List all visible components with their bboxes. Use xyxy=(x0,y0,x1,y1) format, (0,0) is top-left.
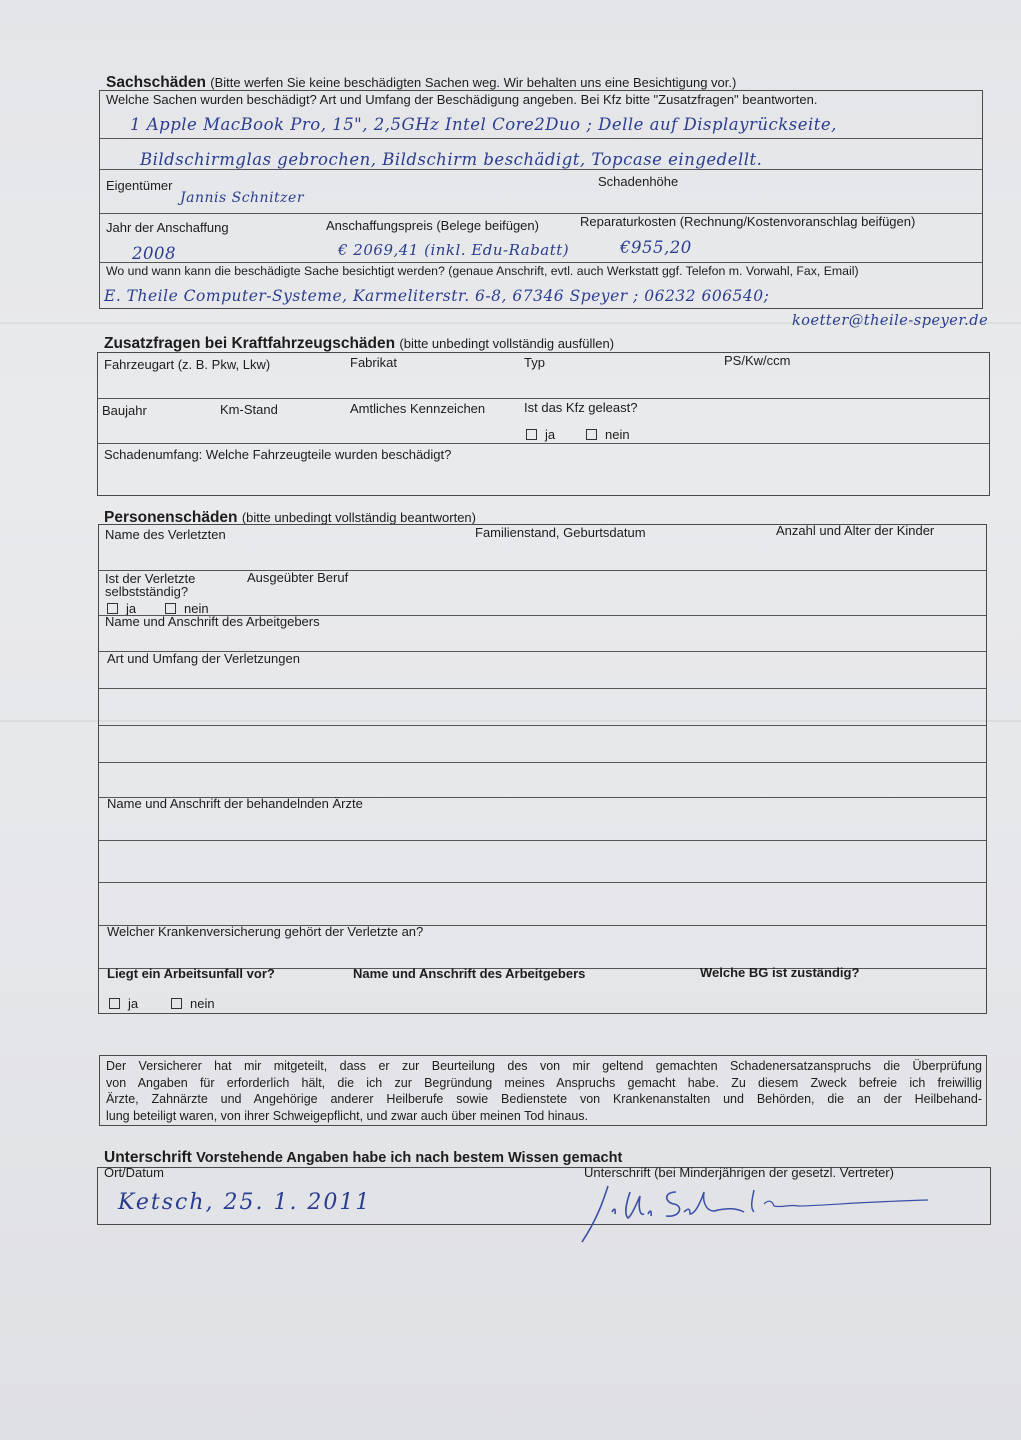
children-label: Anzahl und Alter der Kinder xyxy=(776,523,935,538)
no-text: nein xyxy=(190,996,215,1011)
row-divider xyxy=(99,725,986,726)
row-divider xyxy=(100,169,982,170)
consent-text xyxy=(106,1058,982,1124)
row-divider xyxy=(99,570,986,571)
employer-label: Name und Anschrift des Arbeitgebers xyxy=(105,614,320,629)
no-text: nein xyxy=(184,601,209,616)
pers-title: Personenschäden xyxy=(104,509,238,526)
checkbox-icon[interactable] xyxy=(109,998,120,1009)
consent-line: Ärzte, Zahnärzte und Angehörige anderer Heilberufe sowie Bedienstete von Krankenanstalten und Behörden, die an der Heilbehand- xyxy=(106,1092,982,1106)
leased-label: Ist das Kfz geleast? xyxy=(524,400,638,415)
year-label: Jahr der Anschaffung xyxy=(106,220,229,235)
checkbox-icon[interactable] xyxy=(526,429,537,440)
profession-label: Ausgeübter Beruf xyxy=(247,570,349,585)
build-year-label: Baujahr xyxy=(102,403,147,418)
sign-heading xyxy=(104,1149,622,1167)
injured-name-label: Name des Verletzten xyxy=(105,527,226,542)
yes-text: ja xyxy=(126,601,137,616)
where-label: Wo und wann kann die beschädigte Sache besichtigt werden? (genaue Anschrift, evtl. auch Werkstatt ggf. Telefon m. Vorwahl, Fax, Email) xyxy=(106,264,859,278)
sach-answer-line1[interactable]: 1 Apple MacBook Pro, 15", 2,5GHz Intel Core2Duo ; Delle auf Displayrückseite, xyxy=(130,115,837,134)
yes-text: ja xyxy=(545,427,556,442)
checkbox-icon[interactable] xyxy=(171,998,182,1009)
health-insurance-label: Welcher Krankenversicherung gehört der Verletzte an? xyxy=(107,924,424,939)
checkbox-icon[interactable] xyxy=(107,603,118,614)
vehicle-type-label: Fahrzeugart (z. B. Pkw, Lkw) xyxy=(104,357,271,372)
signature-label: Unterschrift (bei Minderjährigen der gesetzl. Vertreter) xyxy=(584,1165,894,1180)
employer2-label: Name und Anschrift des Arbeitgebers xyxy=(353,966,586,981)
email-value[interactable]: koetter@theile-speyer.de xyxy=(792,313,989,329)
sign-box xyxy=(97,1167,991,1225)
sach-answer-line2[interactable]: Bildschirmglas gebrochen, Bildschirm beschädigt, Topcase eingedellt. xyxy=(140,150,763,169)
signature-icon xyxy=(568,1178,928,1248)
no-text: nein xyxy=(605,427,630,442)
work-accident-label: Liegt ein Arbeitsunfall vor? xyxy=(107,966,275,981)
power-label: PS/Kw/ccm xyxy=(724,353,791,368)
sign-title: Unterschrift xyxy=(104,1149,192,1166)
self-employed-line2: selbstständig? xyxy=(105,584,189,599)
owner-value[interactable]: Jannis Schnitzer xyxy=(180,190,305,206)
row-divider xyxy=(99,688,986,689)
mileage-label: Km-Stand xyxy=(220,402,278,417)
repair-label: Reparaturkosten (Rechnung/Kostenvoranschlag beifügen) xyxy=(580,214,916,229)
model-label: Typ xyxy=(524,355,545,370)
work-accident-yes-option[interactable] xyxy=(109,996,138,1011)
row-divider xyxy=(99,840,986,841)
row-divider xyxy=(100,138,982,139)
kfz-box xyxy=(97,352,990,496)
sach-title: Sachschäden xyxy=(106,74,206,91)
license-plate-label: Amtliches Kennzeichen xyxy=(350,401,486,416)
where-value[interactable]: E. Theile Computer-Systeme, Karmeliterstr. 6-8, 67346 Speyer ; 06232 606540; xyxy=(104,287,770,305)
leased-no-option[interactable] xyxy=(586,427,630,442)
row-divider xyxy=(99,882,986,883)
marital-status-label: Familienstand, Geburtsdatum xyxy=(475,525,646,540)
sach-subtitle: (Bitte werfen Sie keine beschädigten Sachen weg. Wir behalten uns eine Besichtigung vor.) xyxy=(210,75,737,90)
place-date-label: Ort/Datum xyxy=(104,1165,164,1180)
checkbox-icon[interactable] xyxy=(165,603,176,614)
leased-yes-option[interactable] xyxy=(526,427,555,442)
kfz-title: Zusatzfragen bei Kraftfahrzeugschäden xyxy=(104,335,396,352)
consent-line: Der Versicherer hat mir mitgeteilt, dass er zur Beurteilung des von mir geltend gemachten Schadenersatzanspruchs die Überprüfung xyxy=(106,1059,982,1073)
row-divider xyxy=(99,762,986,763)
pers-box xyxy=(98,524,987,1014)
make-label: Fabrikat xyxy=(350,355,397,370)
kfz-subtitle: (bitte unbedingt vollständig ausfüllen) xyxy=(399,336,615,351)
bg-label: Welche BG ist zuständig? xyxy=(700,965,860,980)
injuries-label: Art und Umfang der Verletzungen xyxy=(107,651,300,666)
self-employed-line1: Ist der Verletzte xyxy=(105,571,196,586)
row-divider xyxy=(98,443,989,444)
consent-line: von Angaben für erforderlich hält, die ich zur Begründung meines Anspruchs gemacht habe. Zu diesem Zweck befreie ich freiwillig xyxy=(106,1075,982,1090)
damage-amount-label: Schadenhöhe xyxy=(598,174,679,189)
year-value[interactable]: 2008 xyxy=(132,244,176,263)
row-divider xyxy=(100,262,982,263)
sach-question-label: Welche Sachen wurden beschädigt? Art und Umfang der Beschädigung angeben. Bei Kfz bitte "Zusatzfragen" beantworten. xyxy=(106,92,818,107)
sach-box xyxy=(99,90,983,309)
doctors-label: Name und Anschrift der behandelnden Ärzte xyxy=(107,796,363,811)
price-label: Anschaffungspreis (Belege beifügen) xyxy=(326,218,539,233)
vehicle-damage-label: Schadenumfang: Welche Fahrzeugteile wurden beschädigt? xyxy=(104,447,452,462)
row-divider xyxy=(98,398,989,399)
yes-text: ja xyxy=(128,996,139,1011)
sign-subtitle: Vorstehende Angaben habe ich nach bestem Wissen gemacht xyxy=(196,1150,623,1166)
repair-value[interactable]: €955,20 xyxy=(620,238,692,257)
owner-label: Eigentümer xyxy=(106,178,173,193)
pers-subtitle: (bitte unbedingt vollständig beantworten) xyxy=(241,510,476,525)
work-accident-no-option[interactable] xyxy=(171,996,215,1011)
consent-line: lung beteiligt waren, von ihrer Schweigepflicht, und zwar auch über meinen Tod hinaus. xyxy=(106,1108,589,1123)
checkbox-icon[interactable] xyxy=(586,429,597,440)
self-employed-label xyxy=(105,572,195,598)
kfz-heading xyxy=(104,335,614,353)
price-value[interactable]: € 2069,41 (inkl. Edu-Rabatt) xyxy=(338,241,570,259)
consent-box xyxy=(99,1055,987,1126)
place-date-value[interactable]: Ketsch, 25. 1. 2011 xyxy=(118,1190,372,1215)
